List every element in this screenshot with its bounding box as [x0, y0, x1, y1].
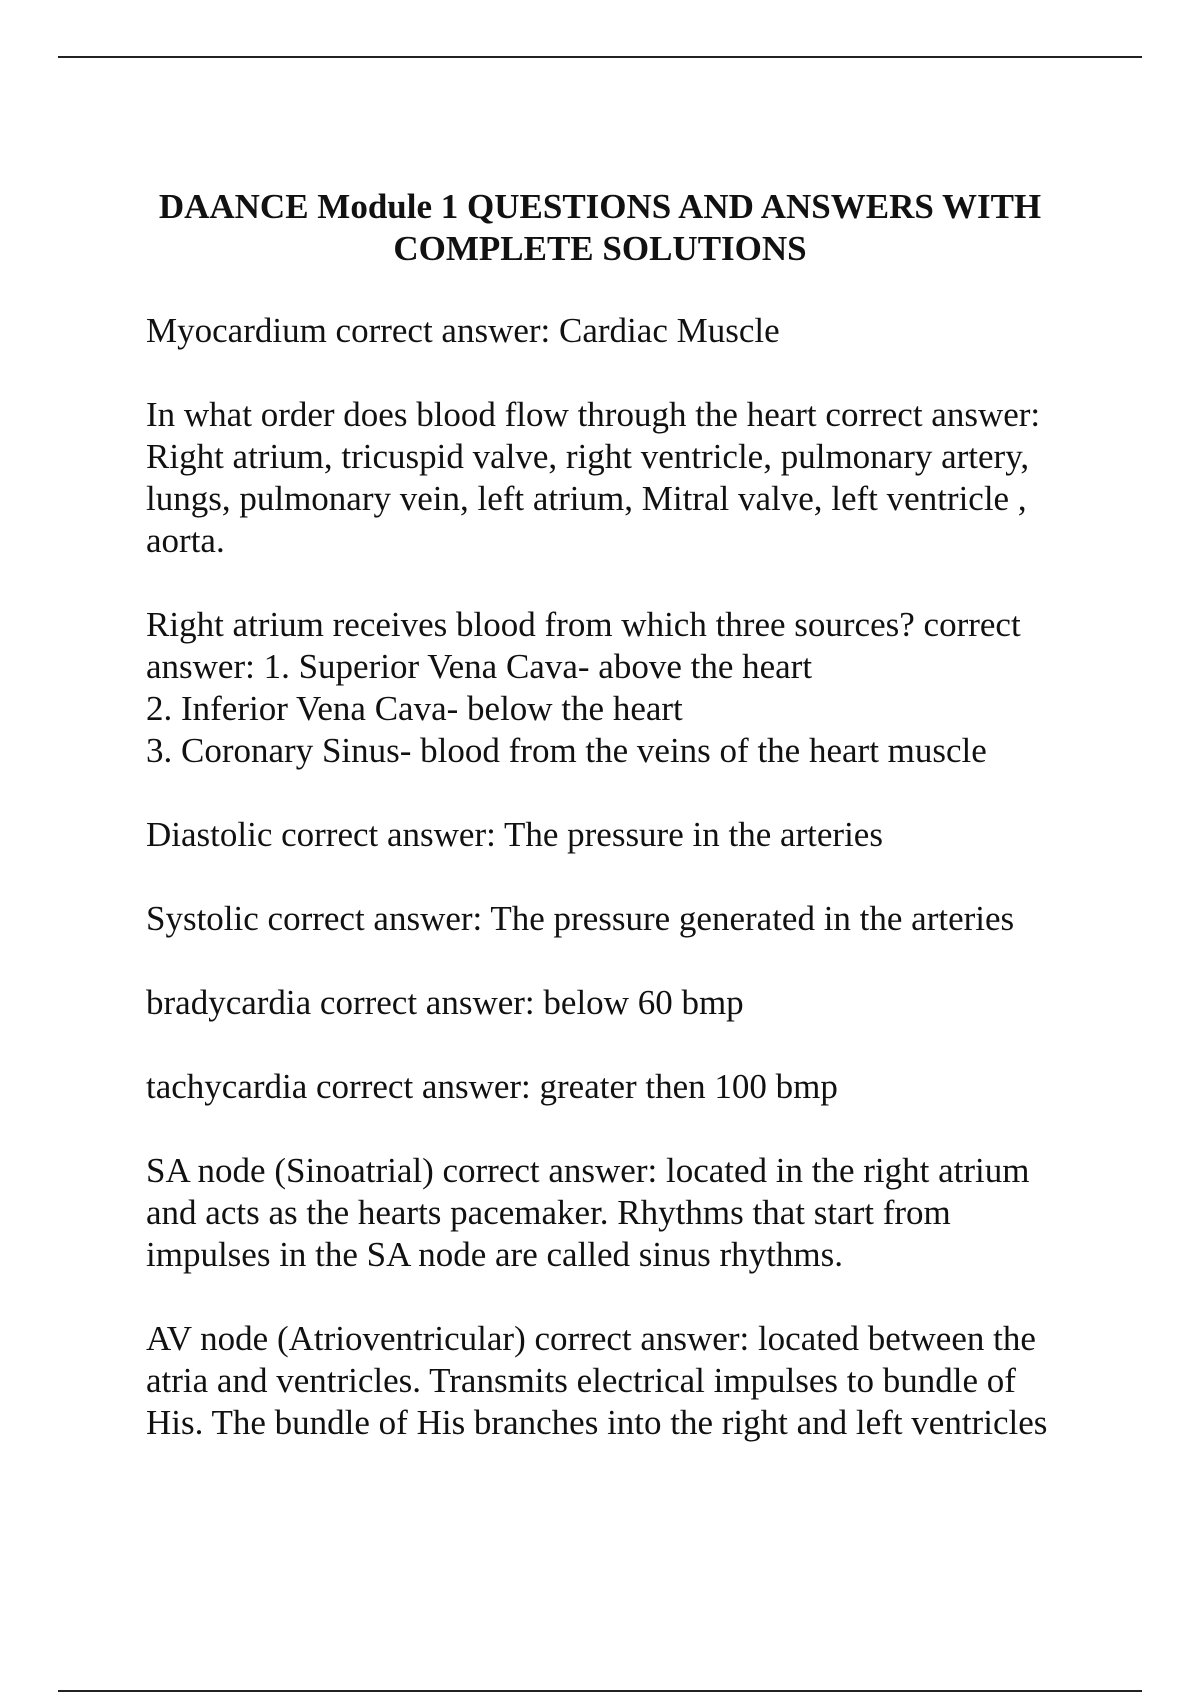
qa-line: SA node (Sinoatrial) correct answer: located in the right atrium: [146, 1151, 1030, 1190]
qa-line: lungs, pulmonary vein, left atrium, Mitral valve, left ventricle ,: [146, 479, 1027, 518]
qa-line: 2. Inferior Vena Cava- below the heart: [146, 689, 683, 728]
qa-line: Right atrium, tricuspid valve, right ventricle, pulmonary artery,: [146, 437, 1030, 476]
qa-line: tachycardia correct answer: greater then 100 bmp: [146, 1067, 838, 1106]
qa-entry-blood-flow: [146, 394, 1096, 562]
top-rule: [58, 56, 1142, 58]
qa-line: and acts as the hearts pacemaker. Rhythms that start from: [146, 1193, 951, 1232]
qa-entry-right-atrium: [146, 604, 1096, 772]
bottom-rule: [58, 1690, 1142, 1692]
title-line-2: COMPLETE SOLUTIONS: [393, 229, 807, 268]
qa-line: 3. Coronary Sinus- blood from the veins of the heart muscle: [146, 731, 987, 770]
qa-line: Right atrium receives blood from which three sources? correct: [146, 605, 1021, 644]
title-line-1: DAANCE Module 1 QUESTIONS AND ANSWERS WITH: [158, 187, 1042, 226]
qa-entry-bradycardia: [146, 982, 1096, 1024]
qa-entry-av-node: [146, 1318, 1096, 1444]
document-title: [120, 186, 1080, 270]
qa-line: Myocardium correct answer: Cardiac Muscle: [146, 311, 780, 350]
qa-list: [146, 310, 1096, 1486]
qa-line: atria and ventricles. Transmits electrical impulses to bundle of: [146, 1361, 1016, 1400]
qa-line: impulses in the SA node are called sinus rhythms.: [146, 1235, 843, 1274]
qa-line: bradycardia correct answer: below 60 bmp: [146, 983, 744, 1022]
qa-entry-diastolic: [146, 814, 1096, 856]
qa-line: aorta.: [146, 521, 225, 560]
qa-entry-systolic: [146, 898, 1096, 940]
qa-line: His. The bundle of His branches into the right and left ventricles: [146, 1403, 1048, 1442]
qa-entry-sa-node: [146, 1150, 1096, 1276]
qa-line: AV node (Atrioventricular) correct answer: located between the: [146, 1319, 1036, 1358]
qa-entry-myocardium: [146, 310, 1096, 352]
qa-line: answer: 1. Superior Vena Cava- above the heart: [146, 647, 813, 686]
qa-line: In what order does blood flow through the heart correct answer:: [146, 395, 1041, 434]
qa-entry-tachycardia: [146, 1066, 1096, 1108]
qa-line: Diastolic correct answer: The pressure in the arteries: [146, 815, 883, 854]
qa-line: Systolic correct answer: The pressure generated in the arteries: [146, 899, 1015, 938]
